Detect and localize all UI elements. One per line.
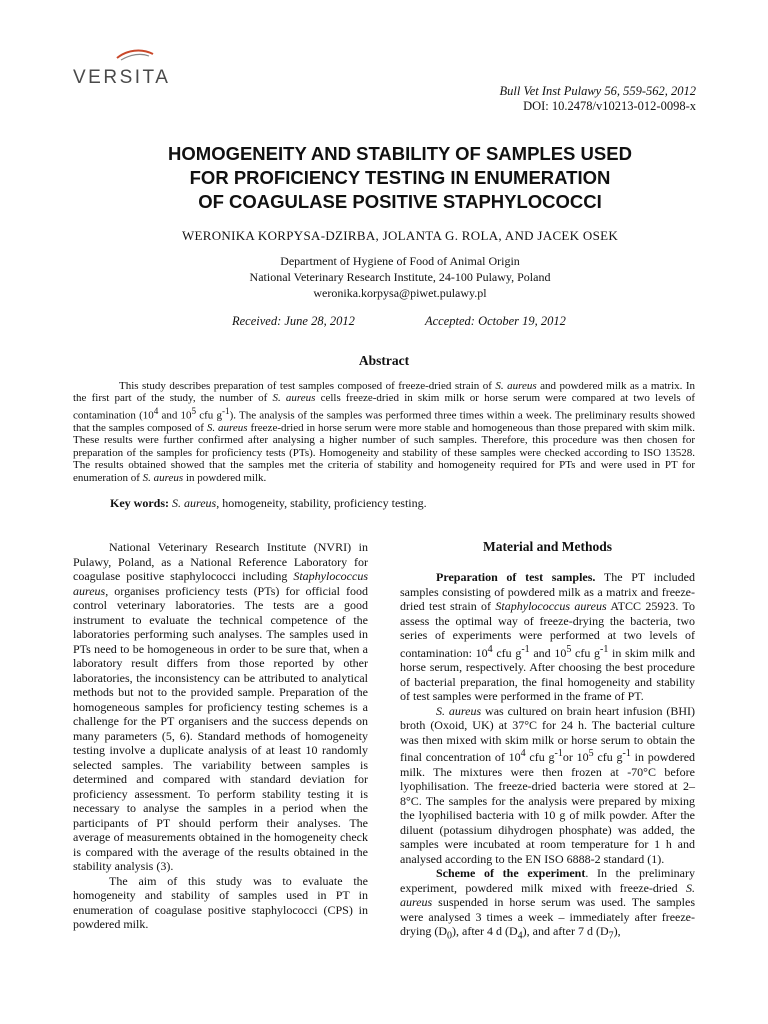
keywords: Key words: S. aureus, homogeneity, stability, proficiency testing. bbox=[110, 496, 427, 510]
doi: DOI: 10.2478/v10213-012-0098-x bbox=[523, 99, 696, 113]
affiliation-department: Department of Hygiene of Food of Animal Origin bbox=[280, 254, 520, 268]
title-line-3: OF COAGULASE POSITIVE STAPHYLOCOCCI bbox=[198, 191, 602, 212]
affiliation bbox=[100, 253, 700, 301]
bird-swoosh-icon bbox=[115, 48, 155, 62]
methods-heading: Material and Methods bbox=[483, 539, 612, 554]
abstract-text: This study describes preparation of test samples composed of freeze-dried strain of S. aureus and powdered milk as a matrix. In the first part of the study, the number of S. aureus cells freeze-dried in skim milk or horse serum were compared at two levels of contamination ($10^4$ and $10^5$ cfu $g^{-1}$). The analysis of the samples was performed three times within a week. The preliminary results showed that the samples composed of S. aureus freeze-dried in horse serum were more stable and homogeneous than those prepared with skim milk. These results were further confirmed after analysing a higher number of such samples. Therefore, this procedure was then chosen for preparation of the samples for proficiency tests (PTs). Homogeneity and stability of these samples were checked according to ISO 13528. The results obtained showed that the samples met the criteria of stability and homogeneity required for PTs and were used in PT for enumeration of S. aureus in powdered milk. bbox=[73, 380, 696, 484]
title-line-2: FOR PROFICIENCY TESTING IN ENUMERATION bbox=[189, 167, 611, 188]
author-email: weronika.korpysa@piwet.pulawy.pl bbox=[313, 286, 487, 300]
affiliation-institute: National Veterinary Research Institute, 24-100 Pulawy, Poland bbox=[249, 270, 551, 284]
journal-reference: Bull Vet Inst Pulawy 56, 559-562, 2012 bbox=[499, 84, 696, 98]
received-date: Received: June 28, 2012 bbox=[232, 314, 355, 328]
intro-paragraph-1: National Veterinary Research Institute (NVRI) in Pulawy, Poland, as a National Reference Laboratory for coagulase positive staphylococci including Staphylococcus aureus, organises proficiency tests (PTs) for official food control veterinary laboratories. The tests are a good instrument to evaluate the technical competence of the laboratories performing such analyses. The samples used in PTs need to be homogeneous in order to be sure that, when a laboratory result differs from those reported by other laboratories, the inconsistency can be attributed to analytical methods but not to the provided sample. Preparation of the homogeneous samples for proficiency testing schemes is a challenge for the PT organisers and the success depends on many parameters (5, 6). Standard methods of homogeneity testing involve a duplicate analysis of at least 10 randomly selected samples. The variability between samples is determined and compared with standard deviation for proficiency assessment. To perform stability testing it is necessary to analyse the samples in a period when the participants of PT should perform their analyses. The average of measurements obtained in the homogeneity check is compared with the average of the results obtained in the stability analysis (3). bbox=[73, 540, 368, 873]
paper-title bbox=[110, 142, 690, 214]
intro-paragraph-2: The aim of this study was to evaluate the homogeneity and stability of samples used in PT in enumeration of coagulase positive staphylococci (CPS) in powdered milk. bbox=[73, 873, 368, 931]
methods-column bbox=[400, 570, 695, 944]
methods-paragraph-1: Preparation of test samples. The PT included samples consisting of powdered milk as a matrix and freeze-dried test strain of Staphylococcus aureus ATCC 25923. To assess the optimal way of freeze-drying the bacteria, two series of experiments were performed at two levels of contamination: $10^4$ cfu $g^{-1}$ and $10^5$ cfu $g^{-1}$ in skim milk and horse serum, respectively. After choosing the best procedure of bacterial preparation, the final homogeneity and stability of test samples were performed in the frame of PT. bbox=[400, 570, 696, 703]
introduction-column bbox=[73, 540, 368, 932]
citation bbox=[499, 84, 696, 114]
methods-paragraph-2: S. aureus was cultured on brain heart infusion (BHI) broth (Oxoid, UK) at 37°C for 24 h. The bacterial culture was then mixed with skim milk or horse serum to obtain the final concentration of $10^4$ cfu $g^{-1}or$ $10^5$ cfu $g^{-1}$ in powdered milk. The mixtures were then frozen at -70°C before lyophilisation. The freeze-dried bacteria were stored at 2–8°C. The samples for the analysis were prepared by mixing the lyophilised bacteria with 10 g of milk powder. After the diluent (potassium dihydrogen phosphate) was added, the samples were incubated at room temperature for 1 h and analysed according to the EN ISO 6888-2 standard (1). bbox=[400, 703, 696, 866]
title-line-1: HOMOGENEITY AND STABILITY OF SAMPLES USED bbox=[168, 143, 632, 164]
versita-logo bbox=[73, 48, 173, 90]
keywords-label: Key words: bbox=[110, 496, 169, 510]
authors: WERONIKA KORPYSA-DZIRBA, JOLANTA G. ROLA, AND JACEK OSEK bbox=[181, 228, 619, 243]
accepted-date: Accepted: October 19, 2012 bbox=[425, 314, 566, 328]
methods-paragraph-3: Scheme of the experiment. In the preliminary experiment, powdered milk mixed with freeze-dried S. aureus suspended in horse serum was used. The samples were analysed 3 times a week – immediately after freeze-drying $(D_0)$, after 4 d $(D_4)$, and after 7 d $(D_7)$, bbox=[400, 866, 695, 942]
abstract-heading: Abstract bbox=[358, 353, 410, 368]
logo-wordmark: VERSITA bbox=[73, 67, 171, 88]
